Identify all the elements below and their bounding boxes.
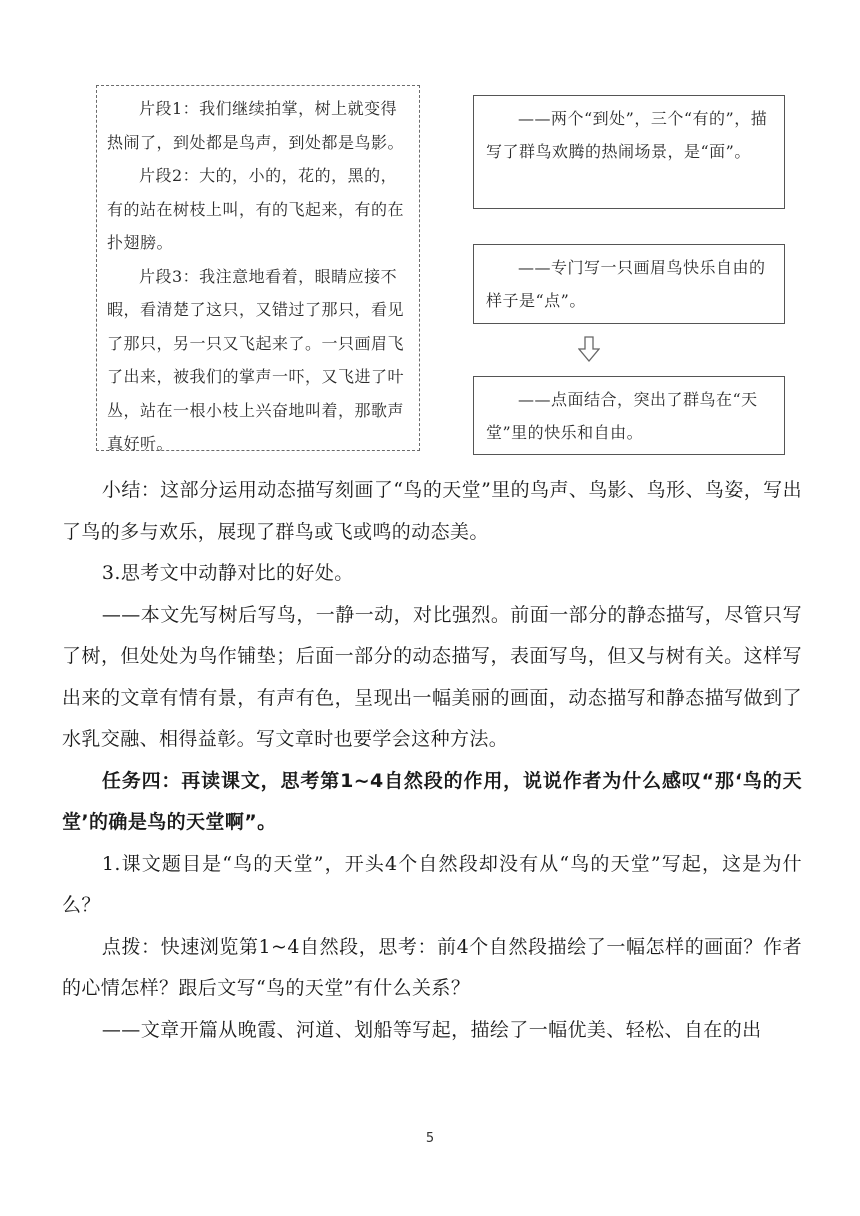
analysis-point-text: ——专门写一只画眉鸟快乐自由的样子是“点”。 [486, 258, 766, 310]
excerpt-2: 片段2：大的，小的，花的，黑的，有的站在树枝上叫，有的飞起来，有的在扑翅膀。 [107, 166, 405, 252]
analysis-face-text: ——两个“到处”，三个“有的”，描写了群鸟欢腾的热闹场景，是“面”。 [486, 109, 768, 161]
analysis-box-point [473, 244, 785, 324]
answer-1: ——文章开篇从晚霞、河道、划船等写起，描绘了一幅优美、轻松、自在的出 [101, 1018, 762, 1041]
hint-paragraph: 点拨：快速浏览第1~4自然段，思考：前4个自然段描绘了一幅怎样的画面？作者的心情怎样？跟后文写“鸟的天堂”有什么关系？ [62, 935, 802, 999]
analysis-combined-text: ——点面结合，突出了群鸟在“天堂”里的快乐和自由。 [486, 390, 758, 442]
question-1: 1.课文题目是“鸟的天堂”，开头4个自然段却没有从“鸟的天堂”写起，这是为什么？ [62, 852, 802, 916]
page-number: 5 [425, 1131, 435, 1146]
body-text [62, 470, 802, 1051]
excerpt-box [96, 85, 420, 451]
summary-paragraph: 小结：这部分运用动态描写刻画了“鸟的天堂”里的鸟声、鸟影、鸟形、鸟姿，写出了鸟的多与欢乐，展现了群鸟或飞或鸣的动态美。 [62, 479, 802, 543]
question-3: 3.思考文中动静对比的好处。 [101, 562, 354, 584]
down-arrow-icon [578, 336, 600, 362]
answer-3: ——本文先写树后写鸟，一静一动，对比强烈。前面一部分的静态描写，尽管只写了树，但处处为鸟作铺垫；后面一部分的动态描写，表面写鸟，但又与树有关。这样写出来的文章有情有景，有声有色，呈现出一幅美丽的画面，动态描写和静态描写做到了水乳交融、相得益彰。写文章时也要学会这种方法。 [62, 603, 802, 750]
task-4-heading: 任务四：再读课文，思考第1~4自然段的作用，说说作者为什么感叹“那‘鸟的天堂’的确是鸟的天堂啊”。 [62, 769, 802, 833]
excerpt-3: 片段3：我注意地看着，眼睛应接不暇，看清楚了这只，又错过了那只，看见了那只，另一只又飞起来了。一只画眉飞了出来，被我们的掌声一吓，又飞进了叶丛，站在一根小枝上兴奋地叫着，那歌声真好听。 [107, 266, 405, 453]
analysis-box-face [473, 95, 785, 209]
analysis-box-combined [473, 376, 785, 455]
excerpt-1: 片段1：我们继续拍掌，树上就变得热闹了，到处都是鸟声，到处都是鸟影。 [107, 99, 405, 152]
